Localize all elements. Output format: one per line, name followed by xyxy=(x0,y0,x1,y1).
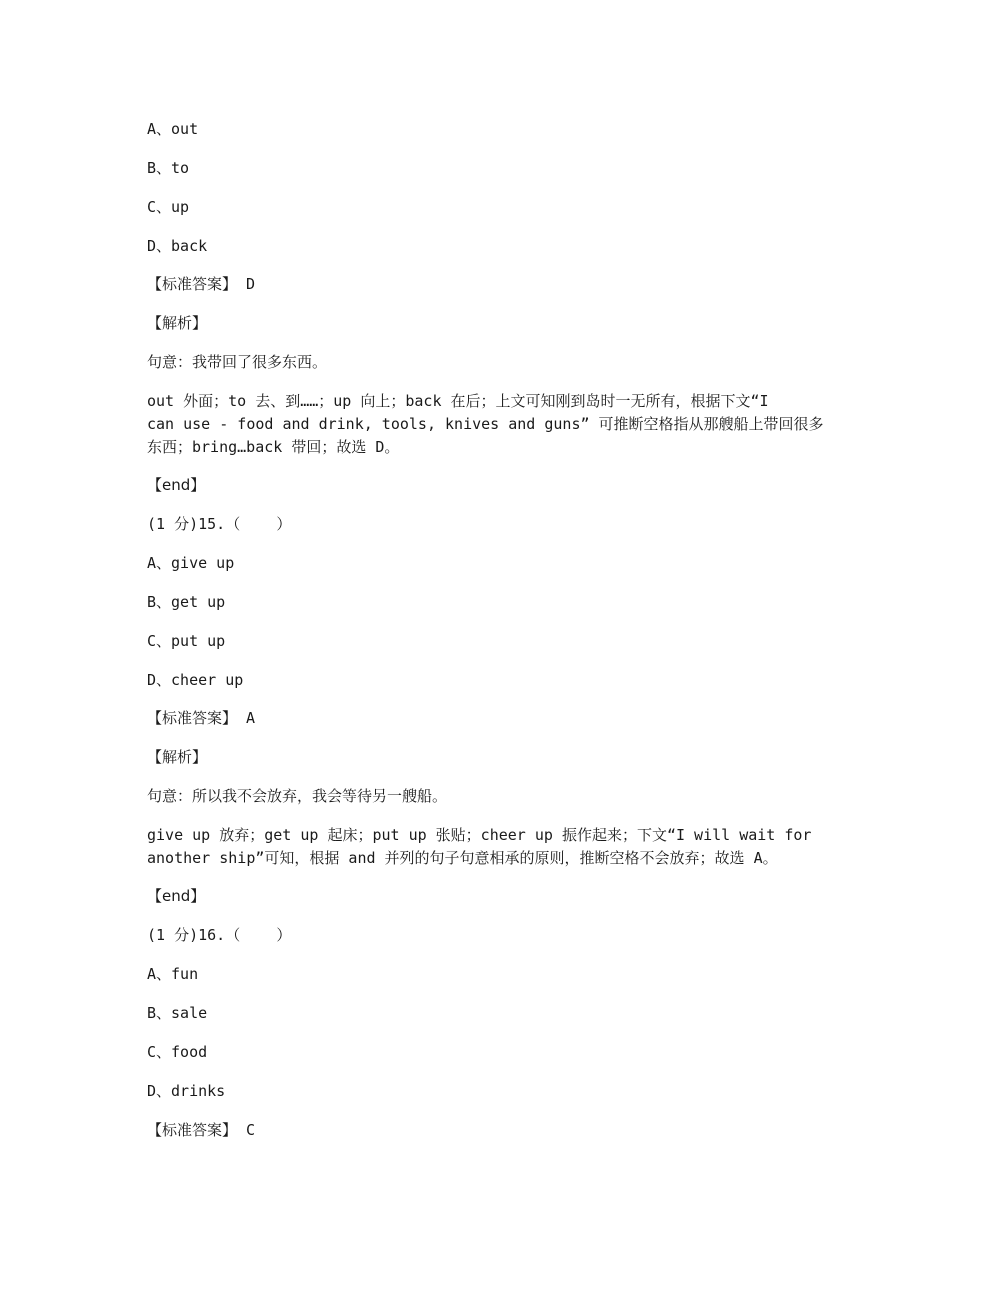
explanation-line: can use - food and drink, tools, knives and guns” 可推断空格指从那艘船上带回很多 xyxy=(147,415,824,433)
q15-option-d: D、cheer up xyxy=(147,671,244,689)
q14-explanation xyxy=(147,390,847,459)
explanation-line: 东西；bring…back 带回；故选 D。 xyxy=(147,438,400,456)
q15-option-b: B、get up xyxy=(147,593,226,611)
q15-end-marker: 【end】 xyxy=(147,887,206,905)
explanation-line: another ship”可知，根据 and 并列的句子句意相承的原则，推断空格不会放弃；故选 A。 xyxy=(147,849,778,867)
answer-label: 【标准答案】 xyxy=(147,1121,238,1139)
q15-option-c: C、put up xyxy=(147,632,226,650)
q16-option-c: C、food xyxy=(147,1043,208,1061)
q15-meaning: 句意：所以我不会放弃，我会等待另一艘船。 xyxy=(147,787,448,805)
q16-stem: (1 分)16.（ ） xyxy=(147,926,292,944)
q14-option-d: D、back xyxy=(147,237,208,255)
explanation-line: out 外面；to 去、到……；up 向上；back 在后；上文可知刚到岛时一无所有，根据下文“I xyxy=(147,392,769,410)
q15-answer xyxy=(147,707,255,729)
answer-label: 【标准答案】 xyxy=(147,275,238,293)
q14-option-b: B、to xyxy=(147,159,190,177)
answer-value: C xyxy=(246,1121,256,1139)
q14-end-marker: 【end】 xyxy=(147,476,206,494)
answer-label: 【标准答案】 xyxy=(147,709,238,727)
q15-option-a: A、give up xyxy=(147,554,235,572)
q14-option-a: A、out xyxy=(147,120,199,138)
q16-option-a: A、fun xyxy=(147,965,199,983)
q15-analysis-label: 【解析】 xyxy=(147,748,208,766)
q14-analysis-label: 【解析】 xyxy=(147,314,208,332)
q14-answer xyxy=(147,273,255,295)
q16-option-d: D、drinks xyxy=(147,1082,226,1100)
answer-value: A xyxy=(246,709,256,727)
q15-explanation xyxy=(147,824,847,870)
explanation-line: give up 放弃；get up 起床；put up 张贴；cheer up 振作起来；下文“I will wait for xyxy=(147,826,812,844)
q14-meaning: 句意：我带回了很多东西。 xyxy=(147,353,328,371)
q16-option-b: B、sale xyxy=(147,1004,208,1022)
q14-option-c: C、up xyxy=(147,198,190,216)
answer-value: D xyxy=(246,275,256,293)
q15-stem: (1 分)15.（ ） xyxy=(147,515,292,533)
q16-answer xyxy=(147,1119,255,1141)
